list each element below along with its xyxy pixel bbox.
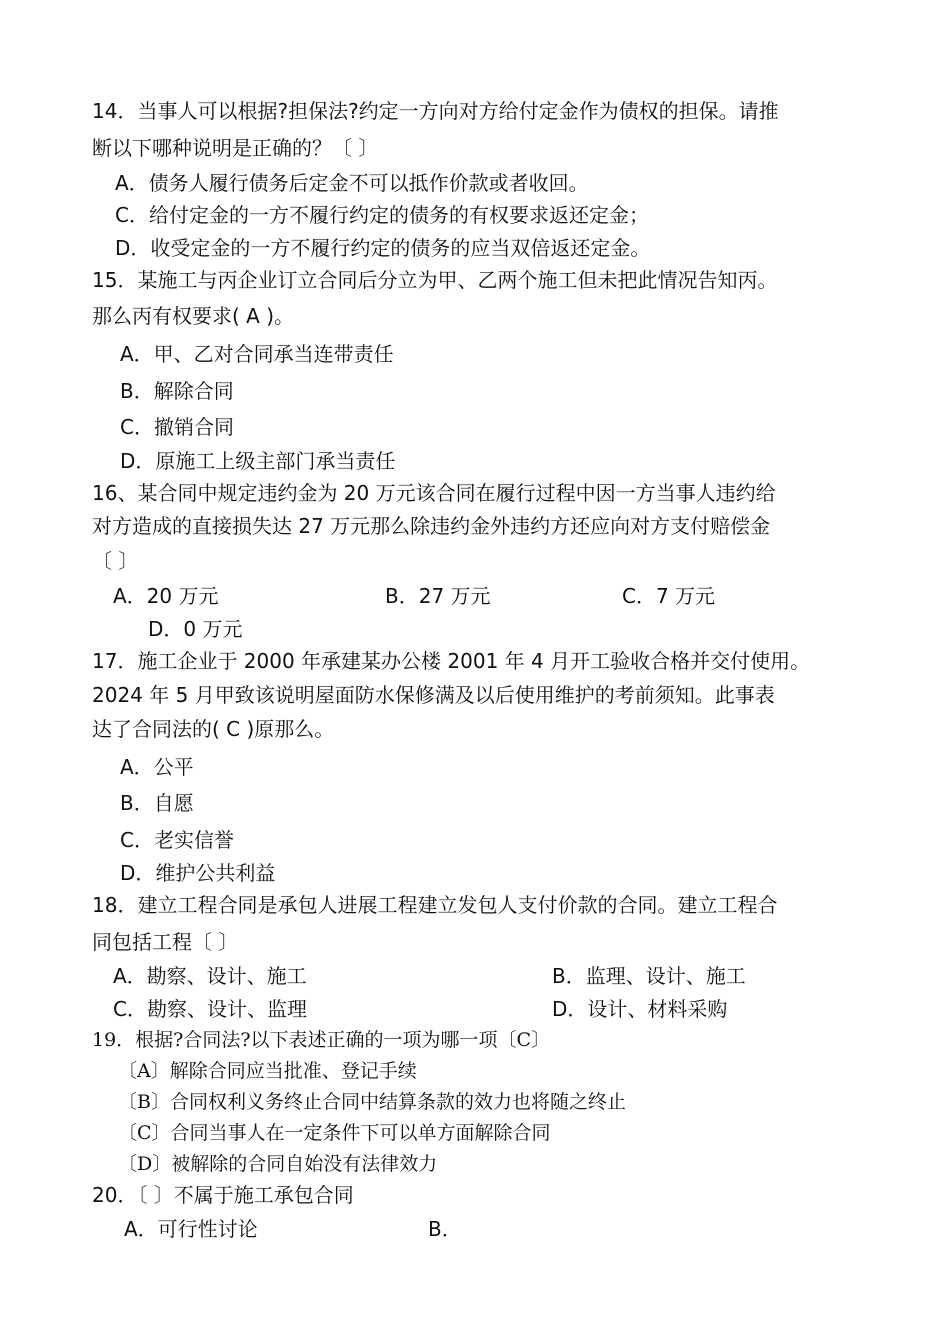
q19-stem: 19．根据?合同法?以下表述正确的一项为哪一项〔C〕 — [92, 1029, 551, 1051]
q14-option-c: C．给付定金的一方不履行约定的债务的有权要求返还定金； — [115, 203, 649, 227]
q18-stem-line-1: 18．建立工程合同是承包人进展工程建立发包人支付价款的合同。建立工程合 — [92, 893, 778, 917]
q18-option-b: B．监理、设计、施工 — [552, 964, 746, 988]
q15-stem-line-2: 那么丙有权要求( A )。 — [92, 304, 295, 328]
q19-option-a: 〔A〕解除合同应当批准、登记手续 — [118, 1060, 417, 1082]
q14-option-a: A．债务人履行债务后定金不可以抵作价款或者收回。 — [115, 171, 589, 195]
q17-stem-line-2: 2024 年 5 月甲致该说明屋面防水保修满及以后使用维护的考前须知。此事表 — [92, 683, 775, 707]
q15-option-a: A．甲、乙对合同承当连带责任 — [120, 342, 394, 366]
q16-option-a: A．20 万元 — [113, 584, 219, 608]
q14-stem-line-1: 14．当事人可以根据?担保法?约定一方向对方给付定金作为债权的担保。请推 — [92, 99, 779, 123]
q17-option-b: B．自愿 — [120, 791, 194, 815]
q15-stem-line-1: 15．某施工与丙企业订立合同后分立为甲、乙两个施工但未把此情况告知丙。 — [92, 268, 778, 292]
q19-option-d: 〔D〕被解除的合同自始没有法律效力 — [118, 1153, 438, 1175]
q20-option-b: B． — [428, 1217, 462, 1241]
q17-option-a: A．公平 — [120, 755, 194, 779]
q20-stem: 20．〔 〕不属于施工承包合同 — [92, 1183, 354, 1207]
q18-option-a: A．勘察、设计、施工 — [113, 964, 307, 988]
q16-option-d: D．0 万元 — [148, 617, 243, 641]
q14-stem-line-2: 断以下哪种说明是正确的？〔 〕 — [92, 136, 379, 160]
q18-option-d: D．设计、材料采购 — [552, 997, 728, 1021]
q16-option-c: C．7 万元 — [622, 584, 716, 608]
q16-stem-line-1: 16、某合同中规定违约金为 20 万元该合同在履行过程中因一方当事人违约给 — [92, 481, 776, 505]
q18-stem-line-2: 同包括工程〔 〕 — [92, 930, 239, 954]
q17-option-d: D．维护公共利益 — [120, 861, 276, 885]
q15-option-c: C．撤销合同 — [120, 415, 234, 439]
q16-stem-line-3: 〔 〕 — [92, 549, 139, 573]
q14-option-d: D．收受定金的一方不履行约定的债务的应当双倍返还定金。 — [115, 236, 651, 260]
q18-option-c: C．勘察、设计、监理 — [113, 997, 307, 1021]
q19-option-c: 〔C〕合同当事人在一定条件下可以单方面解除合同 — [118, 1122, 551, 1144]
q17-stem-line-3: 达了合同法的( C )原那么。 — [92, 717, 335, 741]
q16-option-b: B．27 万元 — [385, 584, 491, 608]
q19-option-b: 〔B〕合同权利义务终止合同中结算条款的效力也将随之终止 — [118, 1091, 626, 1113]
q15-option-d: D．原施工上级主部门承当责任 — [120, 449, 396, 473]
q16-stem-line-2: 对方造成的直接损失达 27 万元那么除违约金外违约方还应向对方支付赔偿金 — [92, 514, 771, 538]
q17-option-c: C．老实信誉 — [120, 828, 234, 852]
q20-option-a: A．可行性讨论 — [124, 1217, 258, 1241]
q15-option-b: B．解除合同 — [120, 379, 234, 403]
q17-stem-line-1: 17．施工企业于 2000 年承建某办公楼 2001 年 4 月开工验收合格并交付使用。 — [92, 649, 811, 673]
